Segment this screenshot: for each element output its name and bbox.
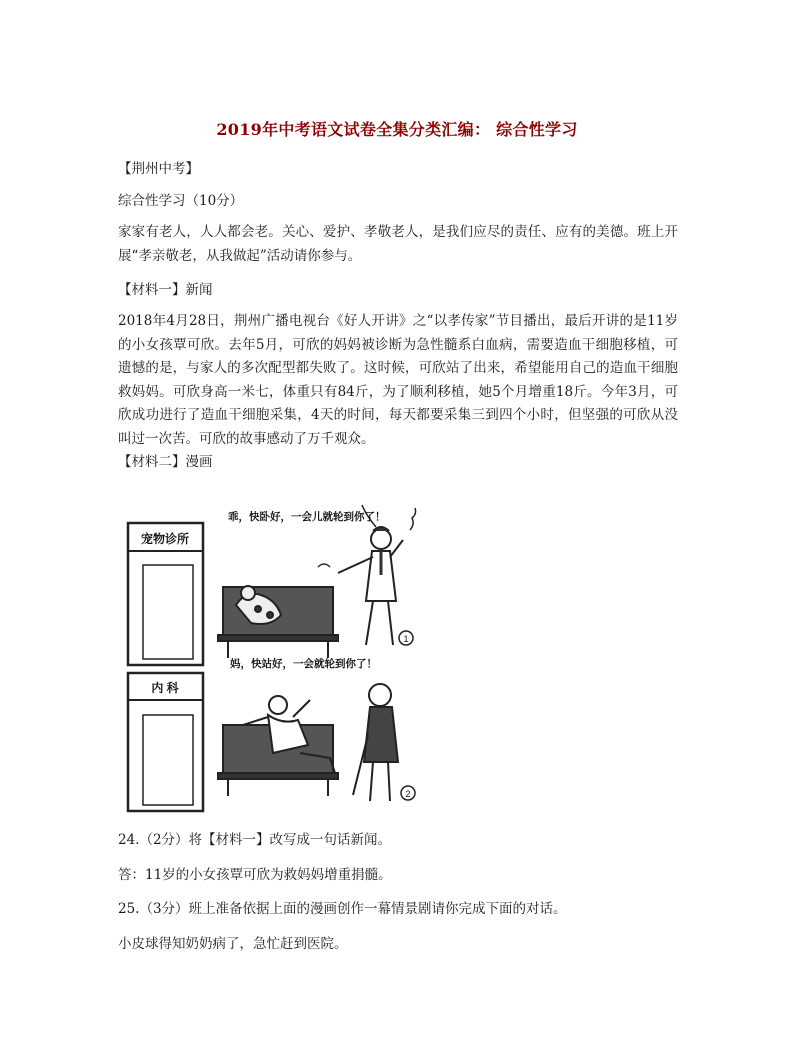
document-title: 2019年中考语文试卷全集分类汇编： 综合性学习 xyxy=(216,120,578,139)
panel1-speech-text: 乖，快卧好，一会儿就轮到你了！ xyxy=(228,511,386,523)
panel2-number: 2 xyxy=(405,789,411,799)
material1-paragraph: 2018年4月28日，荆州广播电视台《好人开讲》之“以孝传家”节目播出，最后开讲的是11岁的小女孩覃可欣。去年5月，可欣的妈妈被诊断为急性髓系白血病，需要造血干细胞移植，可遗憾的是，与家人的多次配型都失败了。这时候，可欣站了出来，希望能用自己的造血干细胞救妈妈。可欣身高一米七，体重只有84斤，为了顺利移植，她5个月增重18斤。今年3月，可欣成功进行了造血干细胞采集，4天的时间，每天都要采集三到四个小时，但坚强的可欣从没叫过一次苦。可欣的故事感动了万千观众。 xyxy=(118,313,678,447)
panel1-sign-text: 宠物诊所 xyxy=(140,532,190,546)
comic-panel-1 xyxy=(128,505,416,665)
question-24: 24.（2分）将【材料一】改写成一句话新闻。 xyxy=(118,832,392,848)
section-heading: 综合性学习（10分） xyxy=(118,193,244,209)
intro-paragraph: 家家有老人，人人都会老。关心、爱护、孝敬老人，是我们应尽的责任、应有的美德。班上开展“孝亲敬老，从我做起”活动请你参与。 xyxy=(118,224,678,264)
material2-heading: 【材料二】漫画 xyxy=(118,454,213,470)
answer-24: 答：11岁的小女孩覃可欣为救妈妈增重捐髓。 xyxy=(118,867,392,883)
panel2-sign-text: 内 科 xyxy=(151,681,179,695)
question-25-scene: 小皮球得知奶奶病了，急忙赶到医院。 xyxy=(118,936,348,952)
panel2-speech-text: 妈，快站好，一会就轮到你了！ xyxy=(230,658,377,670)
material1-heading: 【材料一】新闻 xyxy=(118,282,213,298)
question-25: 25.（3分）班上准备依据上面的漫画创作一幕情景剧请你完成下面的对话。 xyxy=(118,901,567,917)
comic-illustration xyxy=(118,495,438,817)
panel1-number: 1 xyxy=(403,634,409,644)
source-label: 【荆州中考】 xyxy=(118,161,199,177)
